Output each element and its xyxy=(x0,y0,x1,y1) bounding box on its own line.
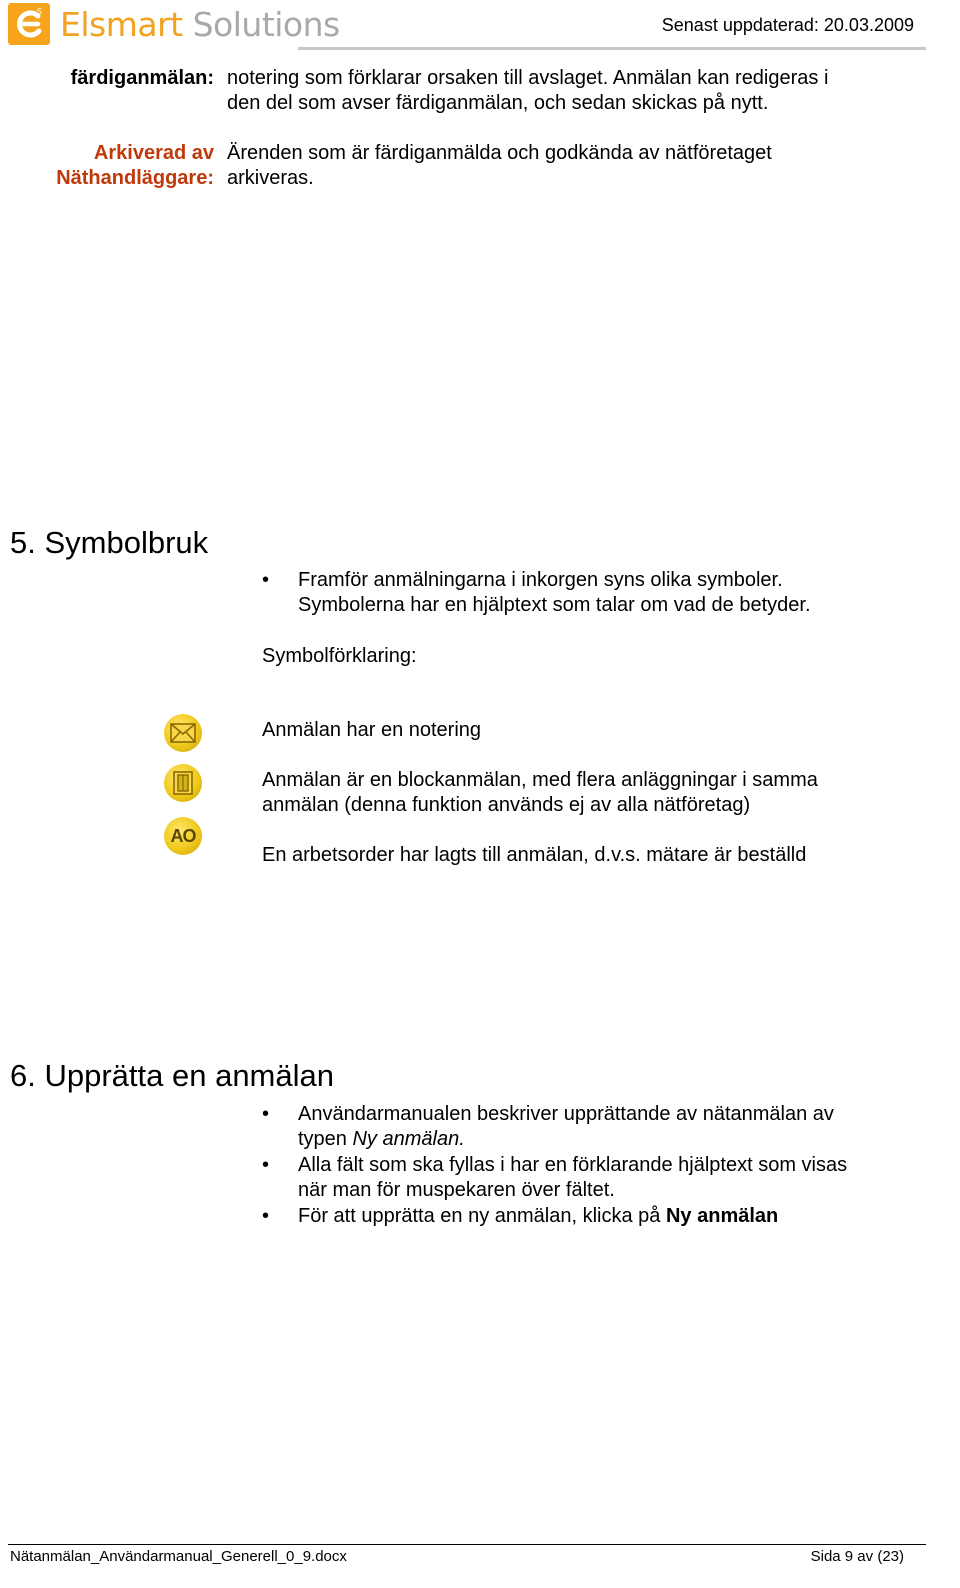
bullet-icon: • xyxy=(262,1103,270,1125)
list-item xyxy=(262,1204,847,1229)
symbol-description: En arbetsorder har lagts till anmälan, d.v.s. mätare är beställd xyxy=(262,844,807,866)
symbol-description: Anmälan har en notering xyxy=(262,719,482,741)
definition-description xyxy=(227,66,828,116)
definition-description xyxy=(227,141,772,191)
bullet-icon: • xyxy=(262,1205,270,1227)
legend-label: Symbolförklaring: xyxy=(262,645,417,667)
definition-line: den del som avser färdiganmälan, och sedan skickas på nytt. xyxy=(227,92,769,114)
svg-text:S: S xyxy=(37,7,43,16)
section-heading: 6. Upprätta en anmälan xyxy=(10,1058,334,1093)
list-item-line: Framför anmälningarna i inkorgen syns olika symboler. xyxy=(298,569,783,591)
symbol-description-line: Anmälan är en blockanmälan, med flera anläggningar i samma xyxy=(262,769,818,791)
envelope-icon xyxy=(164,714,202,752)
work-order-icon-label: AO xyxy=(170,825,196,846)
symbol-description-line: anmälan (denna funktion används ej av alla nätföretag) xyxy=(262,794,751,816)
bullet-icon: • xyxy=(262,569,270,591)
list-item-line xyxy=(298,1204,847,1229)
definition-line: Ärenden som är färdiganmälda och godkända av nätföretaget xyxy=(227,142,772,164)
symbol-description xyxy=(262,768,818,818)
list-item-line: när man för muspekaren över fältet. xyxy=(298,1179,615,1201)
brand-name-part1: Elsmart xyxy=(60,5,183,44)
header-divider xyxy=(298,47,926,50)
bullet-icon: • xyxy=(262,1154,270,1176)
list-item xyxy=(262,568,811,618)
block-notification-icon xyxy=(164,764,202,802)
footer-page-number: Sida 9 av (23) xyxy=(810,1548,904,1565)
last-updated-date: Senast uppdaterad: 20.03.2009 xyxy=(661,15,914,35)
section-heading: 5. Symbolbruk xyxy=(10,525,209,560)
list-item-emphasis: Ny anmälan. xyxy=(352,1128,465,1150)
definition-line: arkiveras. xyxy=(227,167,314,189)
footer-divider xyxy=(8,1544,926,1545)
list-item-text: För att upprätta en ny anmälan, klicka på xyxy=(298,1205,666,1227)
definition-line: notering som förklarar orsaken till avslaget. Anmälan kan redigeras i xyxy=(227,67,829,89)
bullet-list xyxy=(262,1102,847,1230)
list-item-line: Symbolerna har en hjälptext som talar om vad de betyder. xyxy=(298,594,811,616)
brand-name xyxy=(60,4,340,46)
definition-term-line: Arkiverad av xyxy=(93,142,214,164)
list-item-line: Användarmanualen beskriver upprättande av nätanmälan av xyxy=(298,1103,834,1125)
brand-logo-icon xyxy=(8,3,50,45)
definition-term xyxy=(56,141,214,191)
footer-filename: Nätanmälan_Användarmanual_Generell_0_9.docx xyxy=(10,1548,347,1565)
definition-term: färdiganmälan: xyxy=(70,67,214,89)
brand-name-part2: Solutions xyxy=(192,5,340,44)
work-order-icon xyxy=(164,817,202,855)
list-item-text: typen xyxy=(298,1128,353,1150)
list-item-line xyxy=(298,1127,847,1152)
list-item xyxy=(262,1102,847,1152)
definition-term-line: Näthandläggare: xyxy=(56,167,214,189)
bullet-list xyxy=(262,568,811,619)
list-item xyxy=(262,1153,847,1203)
list-item-line: Alla fält som ska fyllas i har en förklarande hjälptext som visas xyxy=(298,1154,848,1176)
list-item-emphasis: Ny anmälan xyxy=(665,1205,779,1227)
